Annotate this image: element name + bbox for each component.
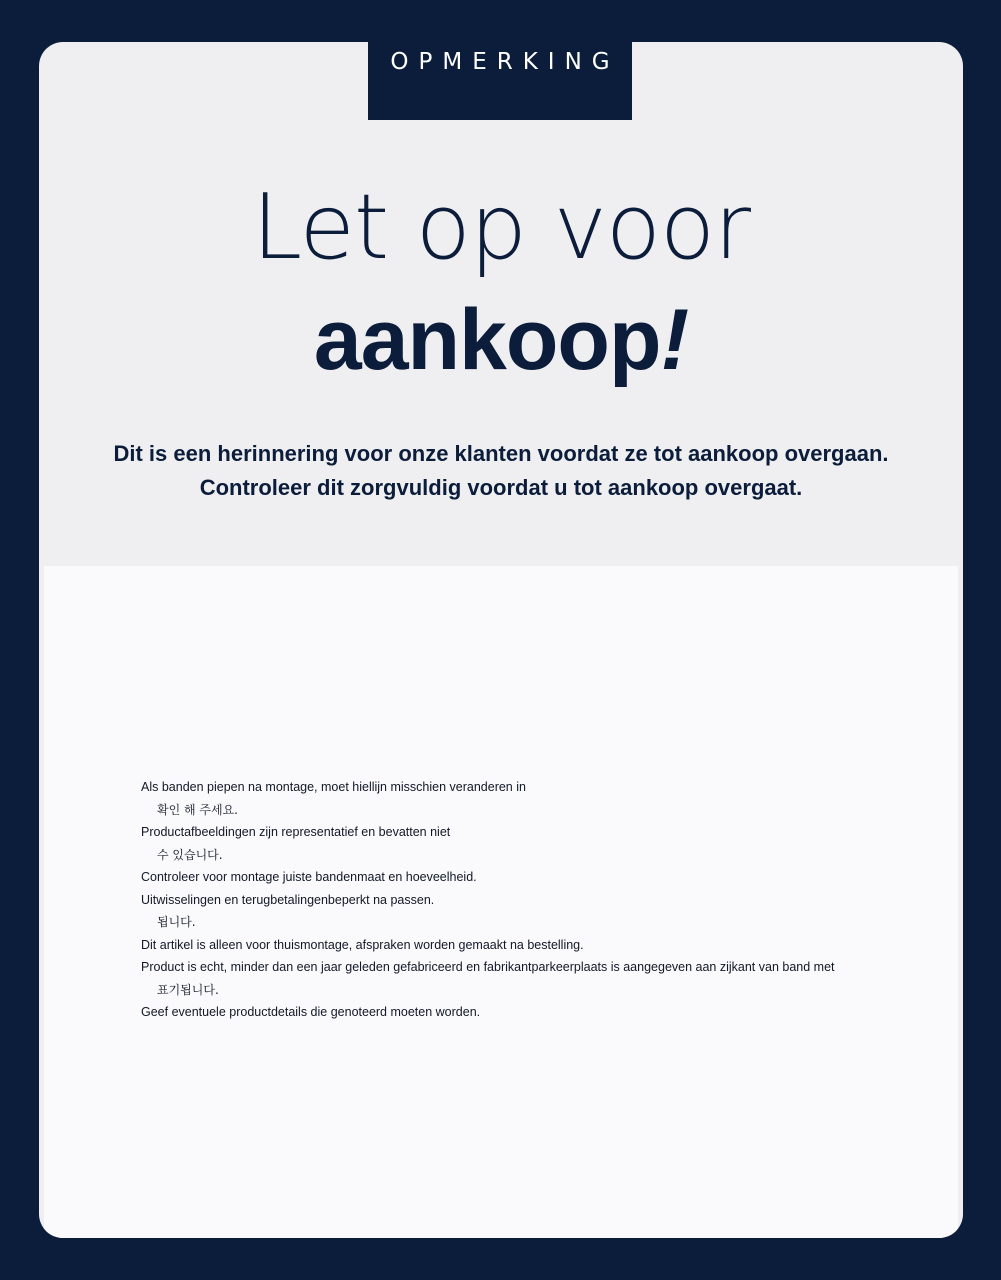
- note-line: Productafbeeldingen zijn representatief en bevatten niet: [141, 825, 451, 839]
- note-line: Dit artikel is alleen voor thuismontage, afspraken worden gemaakt na bestelling.: [141, 937, 584, 952]
- notes-list: [141, 776, 835, 1024]
- note-line: Uitwisselingen en terugbetalingenbeperkt na passen.: [141, 892, 435, 907]
- notice-badge: OPMERKING: [368, 42, 632, 120]
- note-line-korean: 표기됩니다.: [157, 982, 219, 997]
- note-line-korean: 수 있습니다.: [157, 847, 223, 862]
- headline-bold-text: aankoop: [313, 292, 661, 388]
- subtitle: [39, 437, 963, 505]
- headline-line-2: [39, 290, 963, 390]
- headline-light-text: Let op voor: [251, 175, 751, 280]
- notice-card: [39, 42, 963, 1238]
- note-line-korean: 확인 해 주세요.: [157, 802, 238, 817]
- subtitle-line-2: Controleer dit zorgvuldig voordat u tot aankoop overgaat.: [199, 475, 803, 500]
- note-line-korean: 됩니다.: [157, 915, 196, 929]
- exclamation-mark: !: [660, 292, 689, 388]
- note-line: Product is echt, minder dan een jaar geleden gefabriceerd en fabrikantparkeerplaats is aangegeven aan zijkant van band met: [141, 960, 835, 974]
- headline-line-1: [39, 175, 963, 280]
- note-line: Controleer voor montage juiste bandenmaat en hoeveelheid.: [141, 870, 477, 884]
- subtitle-line-1: Dit is een herinnering voor onze klanten voordat ze tot aankoop overgaan.: [113, 441, 889, 466]
- note-line: Geef eventuele productdetails die genoteerd moeten worden.: [141, 1005, 481, 1019]
- note-line: Als banden piepen na montage, moet hiellijn misschien veranderen in: [141, 780, 526, 794]
- notes-panel: [44, 566, 958, 1238]
